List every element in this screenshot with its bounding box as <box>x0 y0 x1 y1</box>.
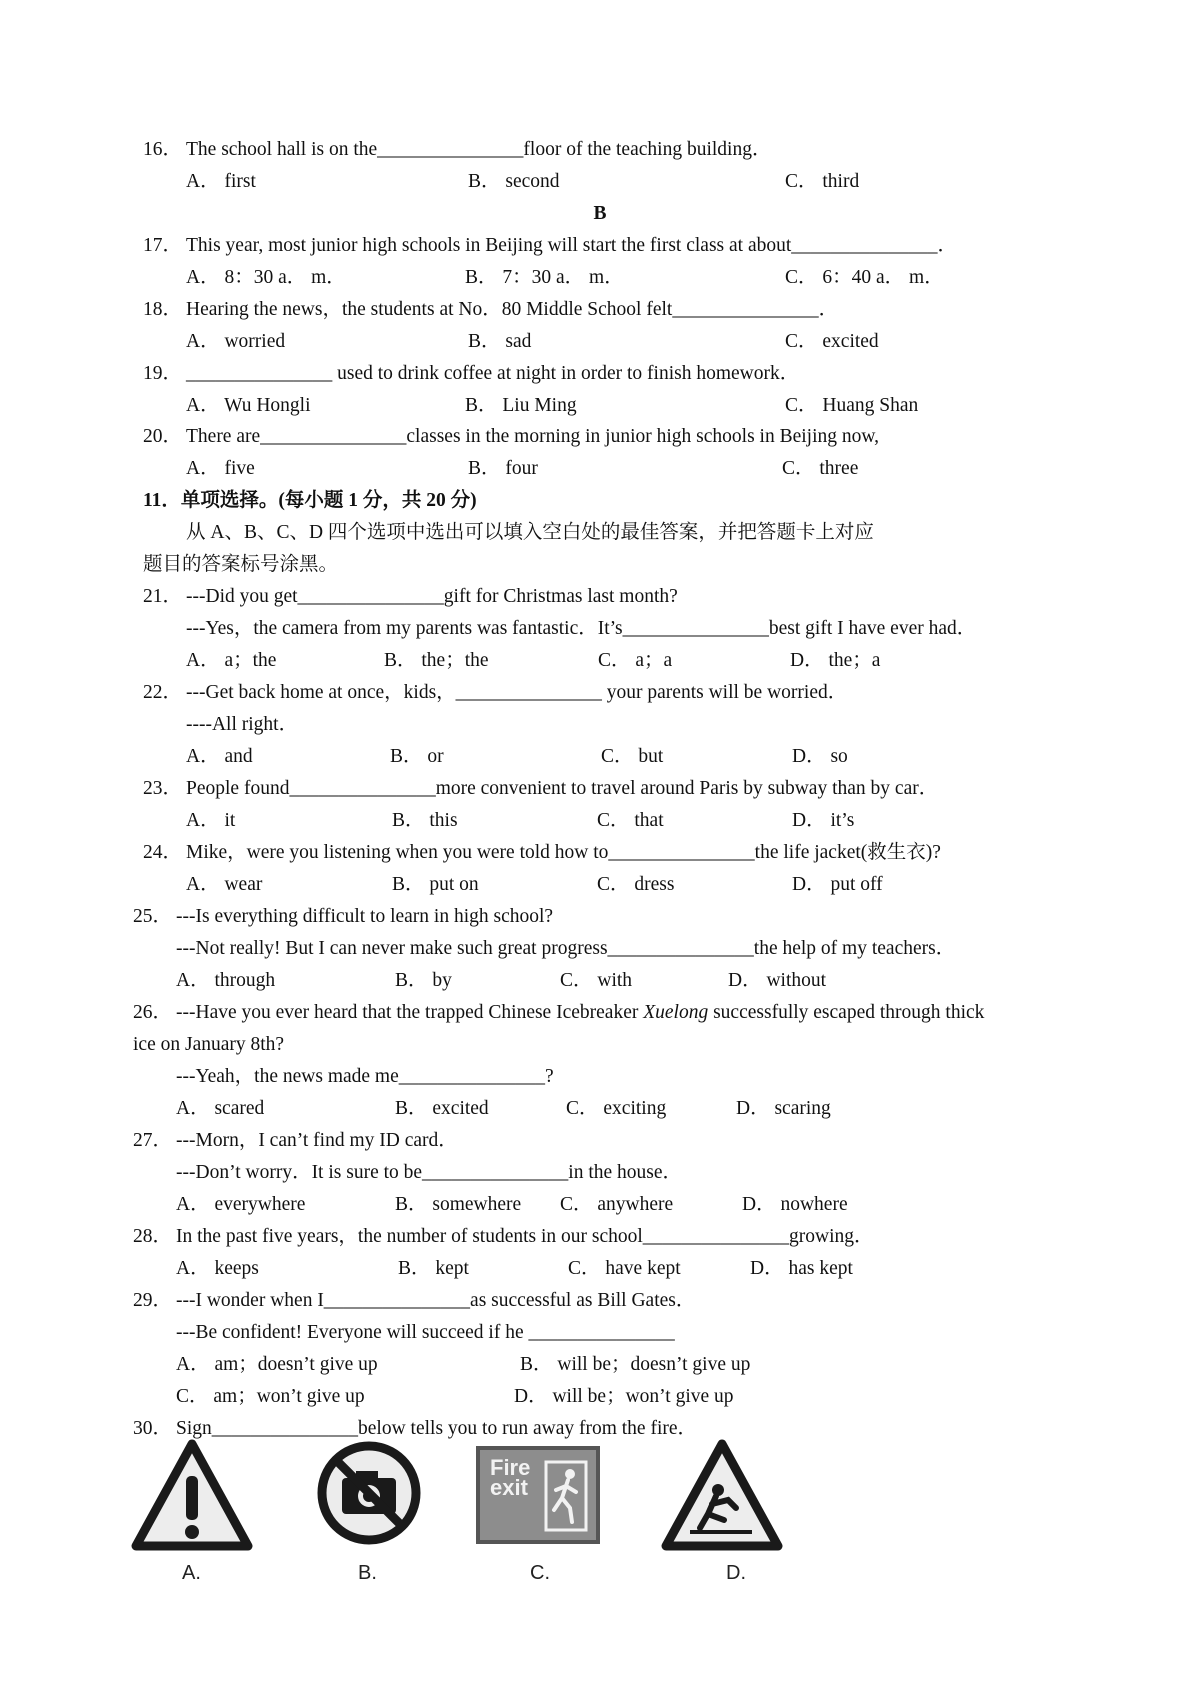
q26-line-1 <box>176 1001 984 1025</box>
q22-option-a: A． and <box>186 746 253 767</box>
q17-option-c: C． 6：40 a． m． <box>785 267 944 288</box>
q26-line-1-cont: ice on January 8th? <box>133 1034 285 1055</box>
q29-option-b: B． will be；doesn’t give up <box>520 1354 751 1375</box>
q26-option-a: A． scared <box>176 1098 265 1119</box>
q30-stem: Sign_______________below tells you to run away from the fire． <box>176 1418 698 1439</box>
q16-option-a: A． first <box>186 171 256 192</box>
q19-stem: _______________ used to drink coffee at night in order to finish homework． <box>186 363 800 384</box>
q26-line-1b: successfully escaped through thick <box>708 1002 985 1023</box>
q29-option-d: D． will be；won’t give up <box>514 1386 734 1407</box>
q27-line-1: ---Morn，I can’t find my ID card． <box>176 1130 458 1151</box>
q17-option-a: A． 8：30 a． m． <box>186 267 346 288</box>
q19-number: 19． <box>143 363 183 384</box>
q22-line-2: ----All right． <box>186 714 299 735</box>
q16-option-b: B． second <box>468 171 560 192</box>
q30-number: 30． <box>133 1418 173 1439</box>
q16-stem: The school hall is on the_______________floor of the teaching building． <box>186 139 772 160</box>
q18-stem: Hearing the news，the students at No．80 Middle School felt_______________． <box>186 299 839 320</box>
q26-line-2: ---Yeah，the news made me_______________? <box>176 1066 554 1087</box>
slippery-floor-triangle-icon <box>660 1438 784 1553</box>
q25-option-a: A． through <box>176 970 276 991</box>
q20-option-b: B． four <box>468 458 538 479</box>
q26-line-1a: ---Have you ever heard that the trapped Chinese Icebreaker <box>176 1002 644 1023</box>
q29-line-1: ---I wonder when I_______________as successful as Bill Gates． <box>176 1290 696 1311</box>
q24-option-a: A． wear <box>186 874 263 895</box>
q17-option-b: B． 7：30 a． m． <box>465 267 624 288</box>
sign-d-label: D. <box>726 1562 746 1584</box>
q27-option-c: C． anywhere <box>560 1194 674 1215</box>
section-title: 11．单项选择。(每小题 1 分，共 20 分) <box>143 490 477 511</box>
q21-number: 21． <box>143 586 183 607</box>
q24-stem: Mike，were you listening when you were told how to_______________the life jacket(救生衣)? <box>186 842 941 863</box>
q29-option-c: C． am；won’t give up <box>176 1386 365 1407</box>
q23-option-c: C． that <box>597 810 664 831</box>
q20-option-c: C． three <box>782 458 859 479</box>
q23-number: 23． <box>143 778 183 799</box>
section-instruction-1: 从 A、B、C、D 四个选项中选出可以填入空白处的最佳答案，并把答题卡上对应 <box>186 522 874 543</box>
no-camera-icon <box>316 1440 422 1546</box>
q25-line-1: ---Is everything difficult to learn in high school? <box>176 906 554 927</box>
q22-option-c: C． but <box>601 746 664 767</box>
q21-option-d: D． the；a <box>790 650 881 671</box>
q18-number: 18． <box>143 299 183 320</box>
q23-option-b: B． this <box>392 810 458 831</box>
q21-option-b: B． the；the <box>384 650 489 671</box>
running-man-icon <box>544 1460 588 1532</box>
q23-stem: People found_______________more convenient to travel around Paris by subway than by car． <box>186 778 939 799</box>
q28-option-b: B． kept <box>398 1258 469 1279</box>
q19-option-b: B． Liu Ming <box>465 395 577 416</box>
q26-option-c: C． exciting <box>566 1098 667 1119</box>
fire-exit-text <box>490 1455 531 1500</box>
q22-option-d: D． so <box>792 746 848 767</box>
q25-option-d: D． without <box>728 970 827 991</box>
fire-exit-sign <box>476 1446 600 1544</box>
q25-number: 25． <box>133 906 173 927</box>
q28-stem: In the past five years，the number of students in our school_______________growing． <box>176 1226 874 1247</box>
q29-option-a: A． am；doesn’t give up <box>176 1354 378 1375</box>
q21-line-1: ---Did you get_______________gift for Christmas last month? <box>186 586 678 607</box>
q20-option-a: A． five <box>186 458 255 479</box>
signs-row <box>130 1438 810 1588</box>
q25-line-2: ---Not really! But I can never make such great progress_______________the help of my teachers． <box>176 938 956 959</box>
q27-number: 27． <box>133 1130 173 1151</box>
q26-ship-name: Xuelong <box>643 1002 709 1023</box>
warning-triangle-icon <box>130 1438 254 1553</box>
q22-option-b: B． or <box>390 746 444 767</box>
q22-number: 22． <box>143 682 183 703</box>
q20-stem: There are_______________classes in the morning in junior high schools in Beijing now, <box>186 426 880 447</box>
q19-option-a: A． Wu Hongli <box>186 395 311 416</box>
sign-a-label: A. <box>182 1562 201 1584</box>
q24-option-d: D． put off <box>792 874 883 895</box>
q21-option-a: A． a；the <box>186 650 277 671</box>
q18-option-a: A． worried <box>186 331 286 352</box>
q22-line-1: ---Get back home at once，kids，_______________ your parents will be worried． <box>186 682 848 703</box>
q16-option-c: C． third <box>785 171 860 192</box>
q24-option-c: C． dress <box>597 874 675 895</box>
fire-exit-word-fire: Fire <box>490 1455 531 1480</box>
q17-stem: This year, most junior high schools in Beijing will start the first class at about_______________． <box>186 235 958 256</box>
q25-option-c: C． with <box>560 970 633 991</box>
q26-number: 26． <box>133 1002 173 1023</box>
section-b-heading: B <box>593 203 607 224</box>
q28-option-d: D． has kept <box>750 1258 853 1279</box>
q18-option-c: C． excited <box>785 331 879 352</box>
q23-option-a: A． it <box>186 810 236 831</box>
q27-option-b: B． somewhere <box>395 1194 522 1215</box>
q28-number: 28． <box>133 1226 173 1247</box>
q21-option-c: C． a；a <box>598 650 673 671</box>
q27-option-a: A． everywhere <box>176 1194 306 1215</box>
sign-c-label: C. <box>530 1562 550 1584</box>
q28-option-c: C． have kept <box>568 1258 681 1279</box>
q27-line-2: ---Don’t worry．It is sure to be_______________in the house． <box>176 1162 683 1183</box>
section-instruction-2: 题目的答案标号涂黑。 <box>143 554 339 575</box>
q26-option-b: B． excited <box>395 1098 489 1119</box>
q27-option-d: D． nowhere <box>742 1194 848 1215</box>
q19-option-c: C． Huang Shan <box>785 395 919 416</box>
q18-option-b: B． sad <box>468 331 532 352</box>
q17-number: 17． <box>143 235 183 256</box>
q25-option-b: B． by <box>395 970 452 991</box>
q20-number: 20． <box>143 426 183 447</box>
q21-line-2: ---Yes，the camera from my parents was fantastic．It’s_______________best gift I have ever had． <box>186 618 977 639</box>
q29-line-2: ---Be confident! Everyone will succeed if he _______________ <box>176 1322 675 1343</box>
q24-option-b: B． put on <box>392 874 479 895</box>
q16-number: 16． <box>143 139 183 160</box>
q26-option-d: D． scaring <box>736 1098 831 1119</box>
sign-b-label: B. <box>358 1562 377 1584</box>
q29-number: 29． <box>133 1290 173 1311</box>
fire-exit-word-exit: exit <box>490 1475 528 1500</box>
q28-option-a: A． keeps <box>176 1258 259 1279</box>
q24-number: 24． <box>143 842 183 863</box>
q23-option-d: D． it’s <box>792 810 855 831</box>
